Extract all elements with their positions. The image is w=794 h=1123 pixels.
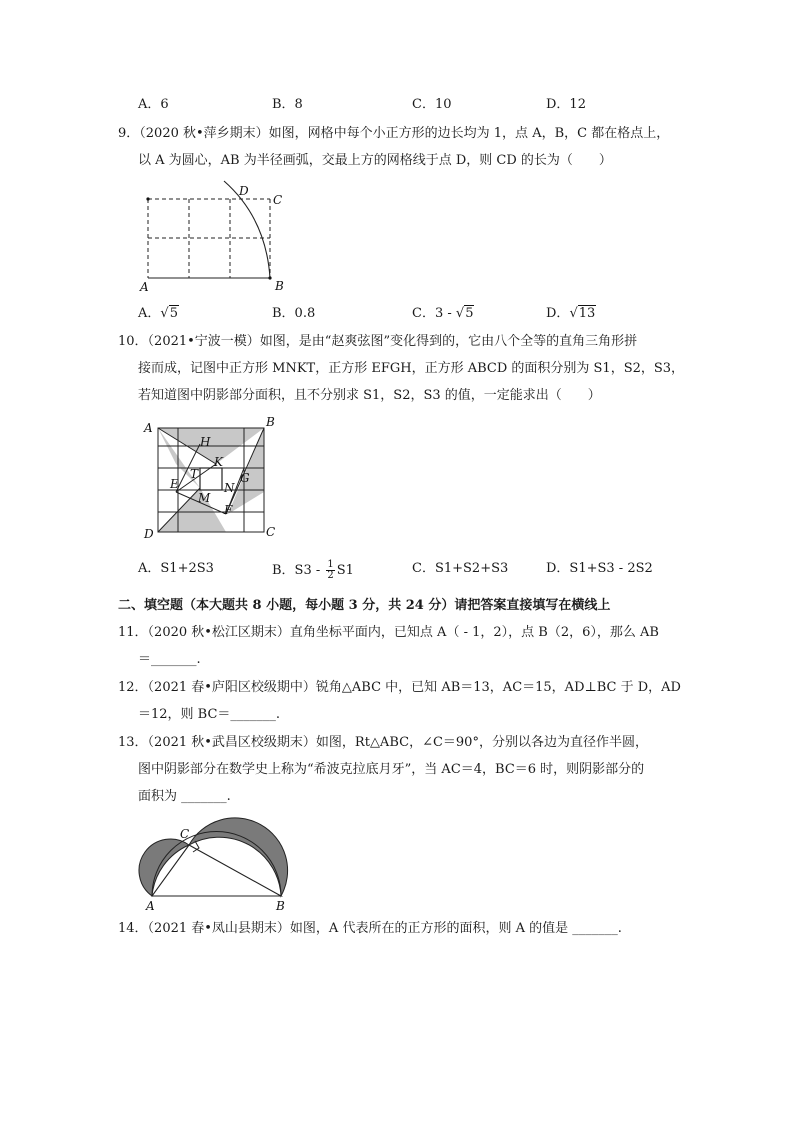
q9-label-d: D [239,184,249,198]
q10-option-b-prefix: B．S3 - [272,563,325,578]
q10-option-c: C．S1+S2+S3 [412,561,509,576]
q9-option-a-prefix: A． [138,306,161,321]
q11-text-line1: 11．（2020 秋•松江区期末）直角坐标平面内，已知点 A（ - 1，2），点 B（2，6），那么 AB [118,625,659,640]
q10-zhao-shuang-figure [140,414,280,542]
q9-text-line1: 9．（2020 秋•萍乡期末）如图，网格中每个小正方形的边长均为 1，点 A，B，C 都在格点上， [118,126,670,141]
q9-grid-figure [136,178,296,296]
q10-label-h: H [200,435,211,449]
section-2-heading: 二、填空题（本大题共 8 小题，每小题 3 分，共 24 分）请把答案直接填写在横线上 [118,598,611,613]
q9-option-d-radicand: 13 [578,306,596,321]
q9-option-d: D．√13 [546,306,596,321]
q13-text-line2: 图中阴影部分在数学史上称为“希波克拉底月牙”，当 AC＝4，BC＝6 时，则阴影部分的 [138,762,645,777]
q10-text-line2: 接而成，记图中正方形 MNKT，正方形 EFGH，正方形 ABCD 的面积分别为 S1，S2，S3， [138,361,685,376]
q10-text-line1: 10．（2021•宁波一模）如图，是由“赵爽弦图”变化得到的，它由八个全等的直角三角形拼 [118,334,638,349]
q9-option-a: A．√5 [138,306,178,321]
q10-label-k: K [214,455,223,469]
q9-label-c: C [273,193,283,207]
q8-option-b: B．8 [272,97,303,112]
q10-label-a: A [144,421,153,435]
q9-label-a: A [140,280,149,294]
q10-option-b-den: 2 [327,570,334,581]
q13-label-b: B [276,899,285,913]
q10-label-n: N [224,481,235,495]
q14-text-line1: 14．（2021 春•凤山县期末）如图，A 代表所在的正方形的面积，则 A 的值是 _______. [118,921,622,936]
q10-option-b-num: 1 [327,559,334,570]
q9-option-d-prefix: D． [546,306,570,321]
q9-option-c-prefix: C．3 - [412,306,456,321]
q10-option-b-fraction [326,560,334,581]
q10-label-c: C [266,525,276,539]
q9-label-b: B [275,279,284,293]
q9-option-a-radicand: 5 [169,306,178,321]
q10-option-b-suffix: S1 [336,563,354,578]
q10-label-e: E [170,477,179,491]
q10-option-d: D．S1+S3 - 2S2 [546,561,653,576]
q13-label-c: C [180,827,190,841]
q10-option-b [272,560,354,581]
q10-label-t: T [190,467,199,481]
q9-option-b: B．0.8 [272,306,316,321]
q10-option-a: A．S1+2S3 [138,561,214,576]
q10-label-b: B [266,415,275,429]
q11-text-line2: ＝_______. [138,652,201,667]
q8-option-d: D．12 [546,97,586,112]
q13-hippocrates-lune-figure [136,812,296,914]
q8-option-a: A．6 [138,97,169,112]
q10-label-f: F [224,503,233,517]
q12-text-line1: 12．（2021 春•庐阳区校级期中）锐角△ABC 中，已知 AB＝13，AC＝15，AD⊥BC 于 D，AD [118,680,681,695]
q13-text-line3: 面积为 _______. [138,789,231,804]
q10-text-line3: 若知道图中阴影部分面积，且不分别求 S1，S2，S3 的值，一定能求出（ ） [138,388,601,403]
q10-label-d: D [144,527,154,541]
q12-text-line2: ＝12，则 BC＝_______. [138,707,281,722]
q13-text-line1: 13．（2021 秋•武昌区校级期末）如图，Rt△ABC，∠C＝90°，分别以各边为直径作半圆， [118,735,648,750]
q9-text-line2: 以 A 为圆心，AB 为半径画弧，交最上方的网格线于点 D，则 CD 的长为（ ） [138,153,612,168]
q10-label-m: M [198,491,211,505]
q8-option-c: C．10 [412,97,452,112]
q9-option-c-radicand: 5 [465,306,474,321]
q9-option-c: C．3 - √5 [412,306,474,321]
q10-label-g: G [240,471,250,485]
q13-label-a: A [146,899,155,913]
